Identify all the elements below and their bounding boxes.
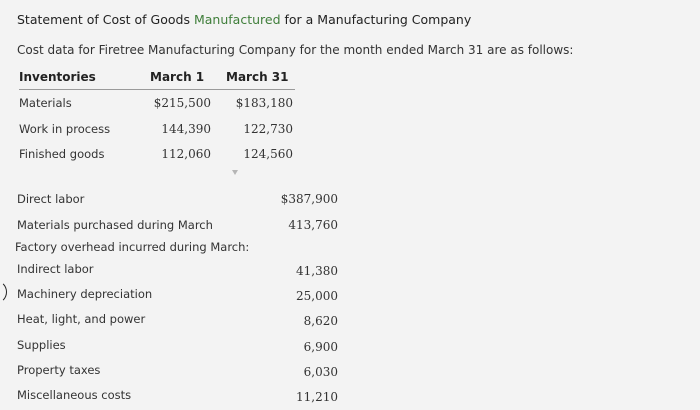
- cost-value: $387,900: [280, 192, 338, 206]
- left-bracket-icon: [0, 280, 7, 304]
- row-march31: 124,560: [243, 147, 293, 161]
- row-label: Work in process: [19, 122, 111, 136]
- header-inventories: Inventories: [19, 70, 96, 84]
- row-march1: 144,390: [161, 122, 211, 136]
- cost-label: Direct labor: [17, 192, 85, 206]
- cost-value: 6,030: [303, 365, 338, 379]
- title-prefix: Statement of Cost of Goods: [17, 12, 194, 27]
- cost-label: Machinery depreciation: [17, 287, 153, 301]
- header-rule: [19, 89, 295, 90]
- title-accent: Manufactured: [193, 12, 281, 27]
- cost-label: Factory overhead incurred during March:: [15, 240, 250, 254]
- row-label: Finished goods: [19, 147, 105, 161]
- cost-value: 11,210: [296, 390, 338, 404]
- header-march-1: March 1: [150, 70, 205, 84]
- cost-label: Supplies: [17, 338, 66, 352]
- intro-text: Cost data for Firetree Manufacturing Company for the month ended March 31 are as follows:: [17, 43, 574, 57]
- cost-label: Indirect labor: [17, 262, 94, 276]
- row-march1: 112,060: [161, 147, 211, 161]
- cost-value: 6,900: [303, 340, 338, 354]
- cost-label: Property taxes: [17, 363, 101, 377]
- cost-value: 41,380: [296, 264, 338, 278]
- row-label: Materials: [19, 96, 72, 110]
- row-march31: 122,730: [243, 122, 293, 136]
- cost-value: 413,760: [288, 218, 338, 232]
- cost-value: 8,620: [303, 314, 338, 328]
- page-title: [17, 12, 471, 27]
- cursor-caret-icon: [232, 170, 238, 175]
- title-suffix: for a Manufacturing Company: [280, 12, 472, 27]
- row-march1: $215,500: [153, 96, 211, 110]
- header-march-31: March 31: [226, 70, 289, 84]
- row-march31: $183,180: [235, 96, 293, 110]
- cost-label: Miscellaneous costs: [17, 388, 132, 402]
- cost-label: Materials purchased during March: [17, 218, 213, 232]
- cost-label: Heat, light, and power: [17, 312, 146, 326]
- cost-value: 25,000: [296, 289, 338, 303]
